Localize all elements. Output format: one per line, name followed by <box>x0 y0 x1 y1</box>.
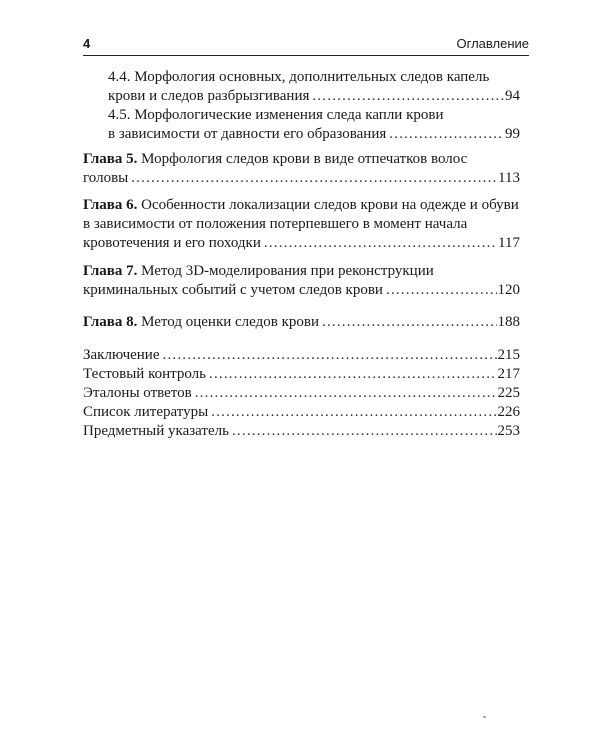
entry-page-number: 226 <box>497 404 520 420</box>
toc-entry-chapter-8 <box>83 313 520 332</box>
paper-speck <box>483 716 486 718</box>
entry-title-line <box>83 262 520 281</box>
dot-leader <box>195 384 497 403</box>
chapter-label: Глава 8. <box>83 314 138 330</box>
entry-title-tail: головы <box>83 170 129 186</box>
dot-leader <box>163 346 497 365</box>
toc-entry-index <box>83 422 520 441</box>
toc-entry-references <box>83 403 520 422</box>
toc-entry-test <box>83 365 520 384</box>
entry-page-number: 94 <box>505 88 520 104</box>
entry-page-number: 215 <box>497 347 520 363</box>
dot-leader <box>386 281 497 300</box>
entry-title: Заключение <box>83 347 160 363</box>
page-header <box>83 36 529 54</box>
dot-leader <box>389 125 504 144</box>
entry-page-number: 188 <box>497 314 520 330</box>
entry-title: Тестовый контроль <box>83 366 206 382</box>
entry-last-line <box>83 313 520 332</box>
entry-title-line <box>83 196 520 215</box>
entry-page-number: 117 <box>498 235 520 251</box>
toc-entry-conclusion <box>83 346 520 365</box>
chapter-label: Глава 5. <box>83 151 138 167</box>
entry-last-line <box>108 87 520 106</box>
chapter-title: Метод 3D-моделирования при реконструкции <box>141 263 434 279</box>
entry-last-line <box>83 281 520 300</box>
entry-page-number: 99 <box>505 126 520 142</box>
toc-entry-answers <box>83 384 520 403</box>
entry-title-tail: кровотечения и его походки <box>83 235 261 251</box>
entry-page-number: 120 <box>497 282 520 298</box>
dot-leader <box>312 87 504 106</box>
entry-title-tail: крови и следов разбрызгивания <box>108 88 310 104</box>
dot-leader <box>264 234 497 253</box>
entry-last-line <box>108 125 520 144</box>
toc-entry-4-5 <box>108 106 520 144</box>
entry-title: Эталоны ответов <box>83 385 192 401</box>
toc-entry-chapter-5 <box>83 150 520 188</box>
chapter-title: Особенности локализации следов крови на одежде и обуви <box>141 197 519 213</box>
back-matter-list <box>83 346 520 441</box>
entry-title-line: 4.5. Морфологические изменения следа капли крови <box>108 107 444 123</box>
entry-title-line <box>83 150 520 169</box>
chapter-title: Метод оценки следов крови <box>141 314 319 330</box>
entry-title-tail <box>83 313 319 332</box>
dot-leader <box>209 365 497 384</box>
entry-page-number: 225 <box>497 385 520 401</box>
dot-leader <box>131 169 497 188</box>
toc-entry-chapter-6 <box>83 196 520 253</box>
entry-page-number: 113 <box>498 170 520 186</box>
page-number: 4 <box>83 36 91 51</box>
entry-title-line: в зависимости от положения потерпевшего в момент начала <box>83 216 468 232</box>
entry-title-tail: в зависимости от давности его образования <box>108 126 387 142</box>
entry-title-line: 4.4. Морфология основных, дополнительных следов капель <box>108 69 490 85</box>
running-title: Оглавление <box>456 36 529 51</box>
toc-entry-chapter-7 <box>83 262 520 300</box>
entry-last-line <box>83 169 520 188</box>
dot-leader <box>232 422 497 441</box>
entry-title-tail: криминальных событий с учетом следов крови <box>83 282 383 298</box>
dot-leader <box>322 313 497 332</box>
chapter-label: Глава 7. <box>83 263 138 279</box>
entry-page-number: 253 <box>497 423 520 439</box>
header-rule <box>83 55 529 56</box>
entry-title: Список литературы <box>83 404 209 420</box>
toc-entry-4-4 <box>108 68 520 106</box>
dot-leader <box>211 403 496 422</box>
entry-page-number: 217 <box>497 366 520 382</box>
chapter-title: Морфология следов крови в виде отпечатков волос <box>141 151 468 167</box>
chapter-label: Глава 6. <box>83 197 138 213</box>
entry-last-line <box>83 234 520 253</box>
entry-title: Предметный указатель <box>83 423 229 439</box>
